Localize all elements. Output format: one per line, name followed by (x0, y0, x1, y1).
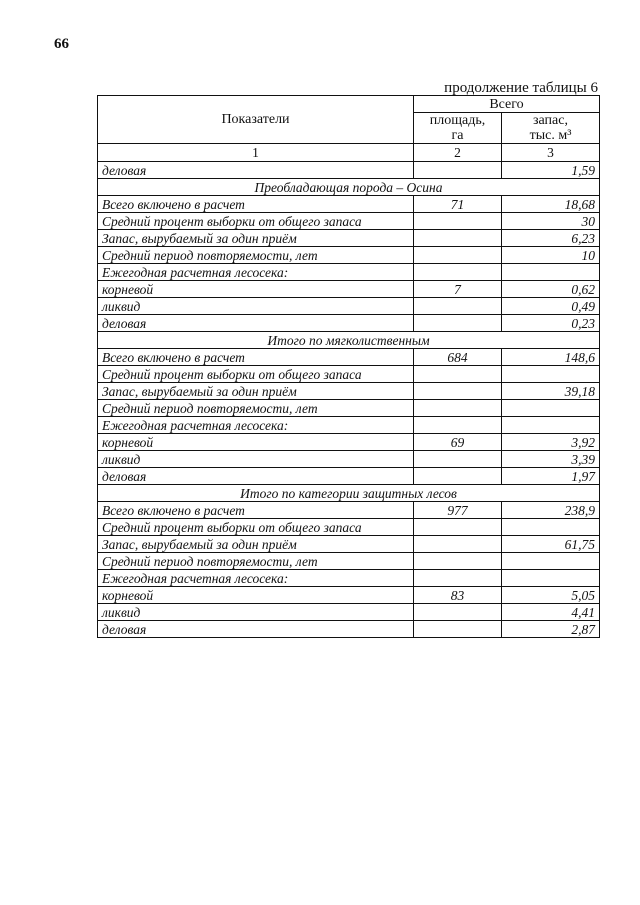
area-cell: 71 (414, 196, 502, 213)
stock-cell: 1,97 (502, 468, 600, 485)
stock-cell: 5,05 (502, 587, 600, 604)
area-cell: 977 (414, 502, 502, 519)
header-stock-line1: запас, (533, 113, 568, 128)
row-label: Запас, вырубаемый за один приём (98, 230, 414, 247)
table-row (98, 213, 600, 230)
column-number: 1 (98, 144, 414, 162)
row-label: Всего включено в расчет (98, 196, 414, 213)
stock-cell (502, 570, 600, 587)
table-row (98, 366, 600, 383)
table-row (98, 349, 600, 366)
area-cell: 684 (414, 349, 502, 366)
stock-cell: 3,92 (502, 434, 600, 451)
header-total: Всего (414, 96, 600, 113)
column-number: 2 (414, 144, 502, 162)
stock-cell: 238,9 (502, 502, 600, 519)
table-row (98, 502, 600, 519)
row-label: Средний процент выборки от общего запаса (98, 519, 414, 536)
header-row (98, 96, 600, 113)
stock-cell (502, 400, 600, 417)
stock-cell: 6,23 (502, 230, 600, 247)
table-row (98, 247, 600, 264)
table-row (98, 434, 600, 451)
row-label: корневой (98, 434, 414, 451)
area-cell (414, 621, 502, 638)
table-row (98, 162, 600, 179)
table-row (98, 298, 600, 315)
area-cell (414, 247, 502, 264)
header-area-line2: га (451, 128, 464, 143)
column-number: 3 (502, 144, 600, 162)
table-row (98, 468, 600, 485)
stock-cell: 18,68 (502, 196, 600, 213)
stock-cell: 0,62 (502, 281, 600, 298)
row-label: Всего включено в расчет (98, 502, 414, 519)
table-caption: продолжение таблицы 6 (444, 80, 598, 96)
table-row (98, 281, 600, 298)
area-cell (414, 417, 502, 434)
table-row (98, 621, 600, 638)
page-number: 66 (54, 36, 69, 52)
stock-cell: 30 (502, 213, 600, 230)
section-title: Итого по мягколиственным (98, 332, 600, 349)
table-row (98, 451, 600, 468)
row-label: деловая (98, 621, 414, 638)
area-cell (414, 451, 502, 468)
row-label: Средний период повторяемости, лет (98, 553, 414, 570)
stock-cell (502, 417, 600, 434)
table-row (98, 400, 600, 417)
row-label: Средний период повторяемости, лет (98, 247, 414, 264)
row-label: Ежегодная расчетная лесосека: (98, 417, 414, 434)
area-cell (414, 383, 502, 400)
row-label: Ежегодная расчетная лесосека: (98, 264, 414, 281)
area-cell (414, 230, 502, 247)
stock-cell: 61,75 (502, 536, 600, 553)
row-label: деловая (98, 468, 414, 485)
area-cell (414, 553, 502, 570)
area-cell (414, 400, 502, 417)
area-cell (414, 570, 502, 587)
stock-cell: 39,18 (502, 383, 600, 400)
row-label: Средний процент выборки от общего запаса (98, 213, 414, 230)
row-label: корневой (98, 587, 414, 604)
area-cell (414, 366, 502, 383)
area-cell (414, 468, 502, 485)
forest-table (97, 95, 600, 638)
row-label: Средний период повторяемости, лет (98, 400, 414, 417)
row-label: ликвид (98, 298, 414, 315)
header-stock (502, 113, 600, 144)
row-label: деловая (98, 162, 414, 179)
row-label: ликвид (98, 451, 414, 468)
header-area-line1: площадь, (429, 113, 486, 128)
row-label: Всего включено в расчет (98, 349, 414, 366)
area-cell: 69 (414, 434, 502, 451)
stock-cell: 148,6 (502, 349, 600, 366)
stock-cell (502, 366, 600, 383)
section-title: Преобладающая порода – Осина (98, 179, 600, 196)
area-cell (414, 315, 502, 332)
area-cell (414, 519, 502, 536)
table-row (98, 519, 600, 536)
table-row (98, 417, 600, 434)
row-label: Средний процент выборки от общего запаса (98, 366, 414, 383)
stock-cell: 0,49 (502, 298, 600, 315)
row-label: ликвид (98, 604, 414, 621)
area-cell (414, 264, 502, 281)
stock-cell: 3,39 (502, 451, 600, 468)
stock-cell: 10 (502, 247, 600, 264)
area-cell (414, 298, 502, 315)
table-row (98, 264, 600, 281)
table-row (98, 196, 600, 213)
table-row (98, 536, 600, 553)
stock-cell (502, 519, 600, 536)
header-stock-line2: тыс. м³ (529, 128, 572, 143)
table-row (98, 587, 600, 604)
stock-cell (502, 264, 600, 281)
section-row (98, 485, 600, 502)
area-cell (414, 604, 502, 621)
stock-cell (502, 553, 600, 570)
section-row (98, 179, 600, 196)
column-numbers-row (98, 144, 600, 162)
section-title: Итого по категории защитных лесов (98, 485, 600, 502)
table-row (98, 570, 600, 587)
stock-cell: 0,23 (502, 315, 600, 332)
row-label: деловая (98, 315, 414, 332)
stock-cell: 2,87 (502, 621, 600, 638)
row-label: Запас, вырубаемый за один приём (98, 536, 414, 553)
table-row (98, 383, 600, 400)
table-row (98, 553, 600, 570)
table-row (98, 230, 600, 247)
table-row (98, 604, 600, 621)
header-area (414, 113, 502, 144)
row-label: корневой (98, 281, 414, 298)
stock-cell: 4,41 (502, 604, 600, 621)
area-cell (414, 162, 502, 179)
area-cell (414, 213, 502, 230)
table-row (98, 315, 600, 332)
row-label: Запас, вырубаемый за один приём (98, 383, 414, 400)
section-row (98, 332, 600, 349)
stock-cell: 1,59 (502, 162, 600, 179)
area-cell (414, 536, 502, 553)
row-label: Ежегодная расчетная лесосека: (98, 570, 414, 587)
header-indicators: Показатели (98, 96, 414, 144)
area-cell: 83 (414, 587, 502, 604)
area-cell: 7 (414, 281, 502, 298)
